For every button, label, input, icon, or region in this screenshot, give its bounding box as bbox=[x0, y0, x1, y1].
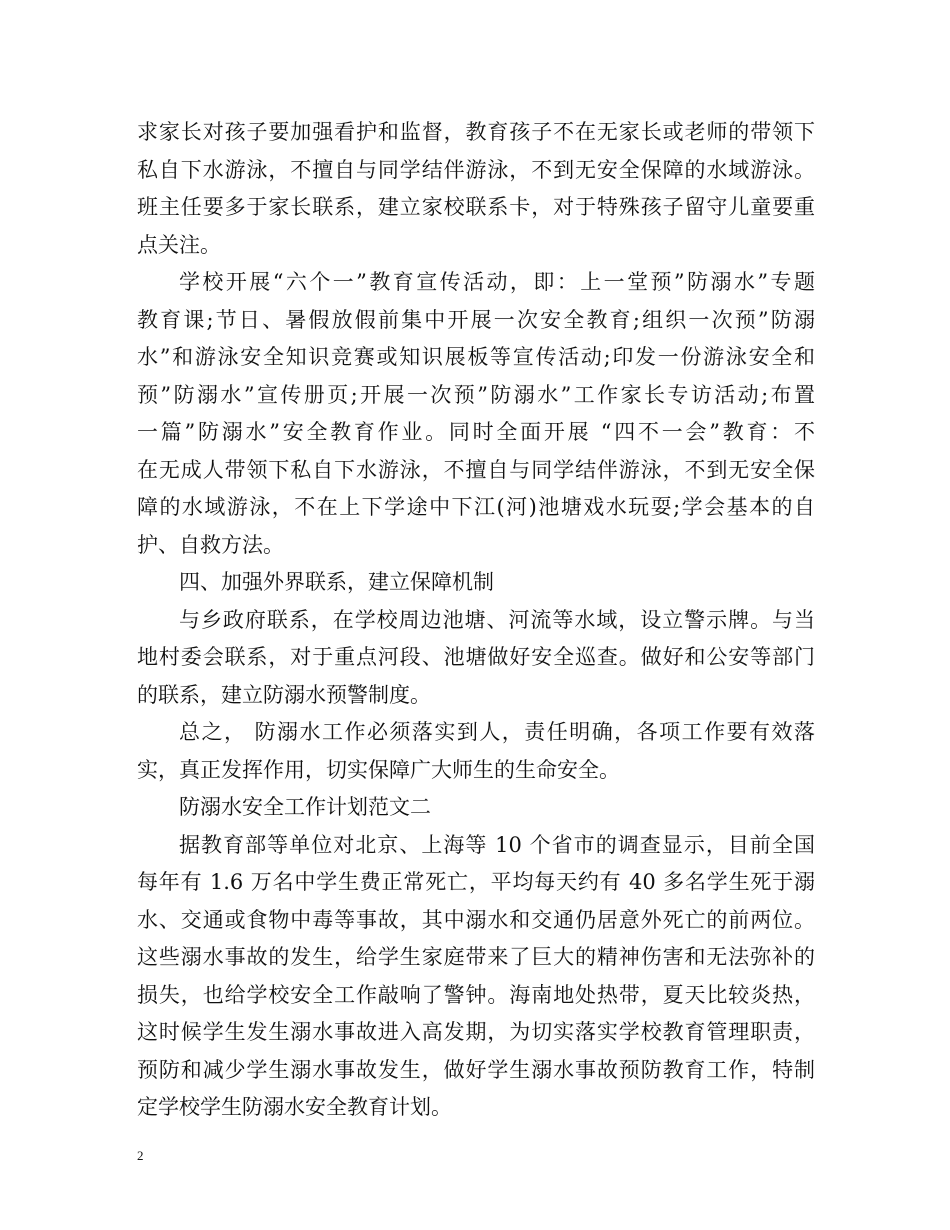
text-line: 水、交通或食物中毒等事故，其中溺水和交通仍居意外死亡的前两位。 bbox=[137, 907, 815, 932]
text-line: 教育课;节日、暑假放假前集中开展一次安全教育;组织一次预”防溺 bbox=[137, 307, 815, 332]
text-line: 与乡政府联系，在学校周边池塘、河流等水域，设立警示牌。与当 bbox=[179, 607, 815, 632]
text-line: 实，真正发挥作用，切实保障广大师生的生命安全。 bbox=[137, 757, 620, 782]
text-line: 求家长对孩子要加强看护和监督，教育孩子不在无家长或老师的带领下 bbox=[137, 120, 815, 144]
text-line: 损失，也给学校安全工作敲响了警钟。海南地处热带，夏天比较炎热， bbox=[137, 982, 815, 1007]
text-line: 四、加强外界联系，建立保障机制 bbox=[179, 570, 494, 594]
text-line: 在无成人带领下私自下水游泳，不擅自与同学结伴游泳，不到无安全保 bbox=[137, 457, 815, 482]
text-line: 学校开展“六个一”教育宣传活动，即：上一堂预”防溺水”专题 bbox=[179, 270, 815, 294]
text-line: 这时候学生发生溺水事故进入高发期，为切实落实学校教育管理职责， bbox=[137, 1020, 815, 1044]
text-line: 据教育部等单位对北京、上海等 10 个省市的调查显示，目前全国 bbox=[179, 832, 815, 857]
text-line: 班主任要多于家长联系，建立家校联系卡，对于特殊孩子留守儿童要重 bbox=[137, 195, 815, 219]
text-line: 预防和减少学生溺水事故发生，做好学生溺水事故预防教育工作，特制 bbox=[137, 1057, 815, 1082]
text-line: 的联系，建立防溺水预警制度。 bbox=[137, 682, 431, 707]
page-number: 2 bbox=[137, 1148, 144, 1163]
text-line: 地村委会联系，对于重点河段、池塘做好安全巡查。做好和公安等部门 bbox=[137, 645, 815, 669]
text-line: 总之， 防溺水工作必须落实到人，责任明确，各项工作要有效落 bbox=[179, 720, 815, 744]
text-line: 预”防溺水”宣传册页;开展一次预”防溺水”工作家长专访活动;布置 bbox=[137, 382, 815, 407]
text-line: 护、自救方法。 bbox=[137, 532, 284, 557]
text-line: 私自下水游泳，不擅自与同学结伴游泳，不到无安全保障的水域游泳。 bbox=[137, 157, 815, 182]
text-line: 定学校学生防溺水安全教育计划。 bbox=[137, 1095, 452, 1119]
text-line: 每年有 1.6 万名中学生费正常死亡，平均每天约有 40 多名学生死于溺 bbox=[137, 870, 815, 894]
text-line: 点关注。 bbox=[137, 232, 221, 257]
text-line: 一篇”防溺水”安全教育作业。同时全面开展 “四不一会”教育：不 bbox=[137, 420, 815, 444]
text-line: 障的水域游泳，不在上下学途中下江(河)池塘戏水玩耍;学会基本的自 bbox=[137, 495, 815, 519]
text-line: 水”和游泳安全知识竞赛或知识展板等宣传活动;印发一份游泳安全和 bbox=[137, 345, 815, 369]
body-text bbox=[137, 114, 815, 1127]
text-line: 这些溺水事故的发生，给学生家庭带来了巨大的精神伤害和无法弥补的 bbox=[137, 945, 815, 969]
text-line: 防溺水安全工作计划范文二 bbox=[179, 795, 431, 819]
